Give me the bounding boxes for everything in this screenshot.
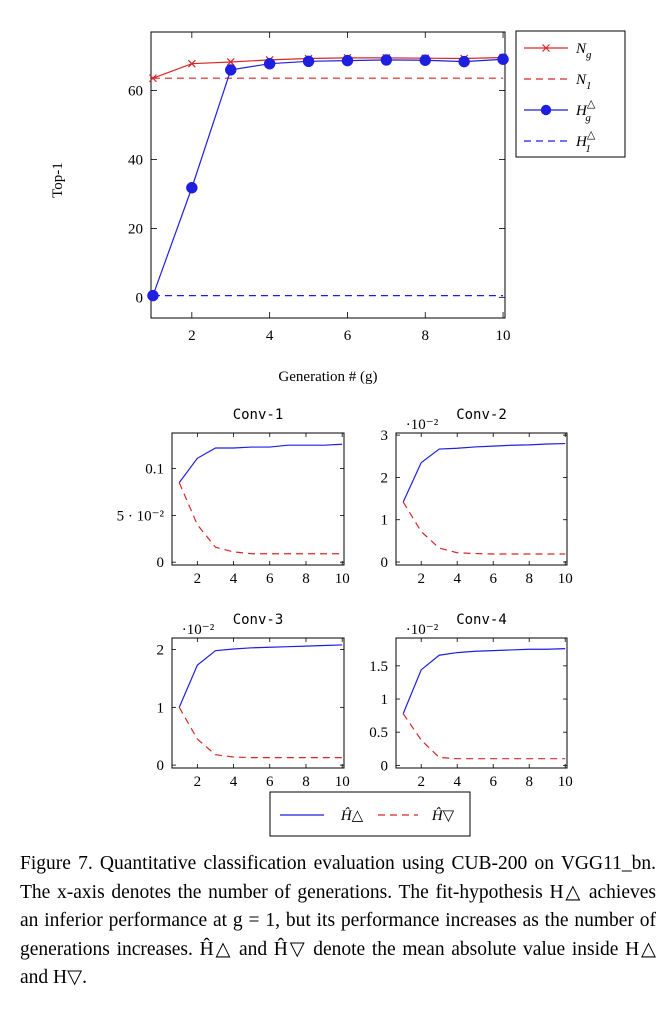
series-line-1 bbox=[179, 483, 342, 554]
legend-label-1: $N_1$ bbox=[576, 72, 592, 92]
series-line-1 bbox=[179, 707, 342, 757]
data-point bbox=[459, 56, 469, 66]
x-axis-label: Generation # (g) bbox=[278, 369, 378, 385]
x-tick-label: 2 bbox=[193, 571, 202, 587]
series-line-0 bbox=[403, 444, 565, 502]
x-tick-label: 2 bbox=[188, 328, 196, 344]
x-tick-label: 2 bbox=[417, 774, 425, 790]
caption-line-1: Figure 7. Quantitative classification evaluation using CUB-200 on bbox=[20, 853, 554, 874]
series-line-2 bbox=[153, 59, 503, 295]
y-tick-label: 2 bbox=[380, 470, 388, 487]
x-tick-label: 10 bbox=[334, 571, 350, 587]
chart-panel-2 bbox=[381, 407, 573, 587]
x-tick-label: 4 bbox=[453, 571, 461, 587]
legend bbox=[516, 31, 625, 157]
x-tick-label: 8 bbox=[525, 571, 533, 587]
x-tick-label: 8 bbox=[525, 774, 533, 790]
data-point bbox=[342, 55, 352, 65]
data-point bbox=[264, 59, 274, 69]
data-point bbox=[420, 55, 430, 65]
y-tick-label: 1 bbox=[156, 700, 164, 717]
x-tick-label: 6 bbox=[266, 571, 274, 587]
plot-frame bbox=[172, 433, 344, 565]
x-tick-label: 6 bbox=[266, 774, 274, 790]
y-tick-label: 0.5 bbox=[369, 725, 388, 742]
series-line-1 bbox=[403, 714, 565, 759]
plot-frame bbox=[151, 32, 505, 318]
y-tick-label: 0 bbox=[380, 555, 388, 572]
plot-frame bbox=[172, 638, 344, 768]
legend-label-3: H△ 1 bbox=[576, 129, 596, 155]
data-point bbox=[498, 54, 508, 64]
chart-panel-3 bbox=[157, 612, 350, 790]
x-tick-label: 10 bbox=[557, 571, 573, 587]
data-point bbox=[187, 183, 197, 193]
legend-box bbox=[516, 31, 625, 157]
y-tick-label: 0 bbox=[156, 758, 164, 775]
x-tick-label: 6 bbox=[343, 328, 352, 344]
legend-marker bbox=[541, 105, 551, 115]
x-tick-label: 8 bbox=[421, 328, 430, 344]
chart-panel-1 bbox=[117, 407, 350, 587]
caption-line-4: its performance increases as the number of generations increases. bbox=[20, 910, 657, 960]
y-axis-label: Top-1 bbox=[50, 162, 66, 198]
y-tick-label: 0.1 bbox=[145, 461, 164, 478]
series-line-0 bbox=[179, 444, 342, 482]
x-tick-label: 4 bbox=[265, 328, 274, 344]
y-tick-label: 1.5 bbox=[369, 658, 388, 675]
x-tick-label: 4 bbox=[229, 571, 238, 587]
legend-label-2: H△ g bbox=[576, 98, 596, 124]
x-tick-label: 6 bbox=[489, 774, 497, 790]
x-tick-label: 4 bbox=[229, 774, 238, 790]
series-line-1 bbox=[403, 502, 565, 554]
caption-line-3: fit-hypothesis H△ achieves an inferior performance at g = 1, but bbox=[20, 881, 656, 931]
scale-label: ·10⁻² bbox=[181, 622, 215, 638]
shared-legend-label-1: Ĥ▽ bbox=[431, 808, 455, 824]
data-point bbox=[226, 65, 236, 75]
data-point bbox=[303, 56, 313, 66]
series-line-0 bbox=[403, 649, 565, 714]
x-tick-label: 10 bbox=[495, 328, 511, 344]
panel-title: Conv-4 bbox=[456, 612, 507, 628]
data-point bbox=[381, 55, 391, 65]
y-tick-label: 5 · 10⁻² bbox=[116, 508, 164, 525]
y-tick-label: 3 bbox=[380, 428, 388, 445]
y-tick-label: 1 bbox=[380, 692, 388, 709]
x-tick-label: 8 bbox=[302, 571, 310, 587]
caption-line-2: VGG11_bn. The x-axis denotes the number of generations. The bbox=[20, 853, 656, 903]
y-tick-label: 2 bbox=[156, 642, 164, 659]
x-tick-label: 4 bbox=[453, 774, 461, 790]
plot-frame bbox=[396, 433, 567, 565]
panel-title: Conv-2 bbox=[456, 407, 507, 423]
y-tick-label: 1 bbox=[380, 512, 388, 529]
y-tick-label: 40 bbox=[128, 152, 143, 169]
series-line-0 bbox=[179, 645, 342, 707]
y-tick-label: 0 bbox=[380, 758, 388, 775]
y-tick-label: 0 bbox=[135, 290, 143, 307]
x-tick-label: 2 bbox=[417, 571, 425, 587]
scale-label: ·10⁻² bbox=[405, 622, 439, 638]
legend-label-0: $N_g$ bbox=[576, 41, 592, 61]
panel-title: Conv-1 bbox=[232, 407, 284, 423]
shared-legend bbox=[270, 792, 470, 836]
chart-panel-0 bbox=[50, 32, 511, 385]
x-tick-label: 8 bbox=[302, 774, 310, 790]
panel-title: Conv-3 bbox=[232, 612, 284, 628]
figure-caption bbox=[20, 850, 656, 993]
x-tick-label: 10 bbox=[557, 774, 573, 790]
scale-label: ·10⁻² bbox=[405, 417, 439, 433]
caption-line-5: Ĥ△ and Ĥ▽ denote the mean absolute value inside H△ and H▽. bbox=[20, 938, 656, 988]
plot-frame bbox=[396, 638, 567, 768]
y-tick-label: 60 bbox=[128, 83, 143, 100]
y-tick-label: 20 bbox=[128, 221, 143, 238]
chart-panel-4 bbox=[369, 612, 572, 790]
x-tick-label: 2 bbox=[193, 774, 202, 790]
x-tick-label: 10 bbox=[334, 774, 350, 790]
y-tick-label: 0 bbox=[156, 555, 164, 572]
shared-legend-label-0: Ĥ△ bbox=[340, 808, 364, 824]
x-tick-label: 6 bbox=[489, 571, 497, 587]
